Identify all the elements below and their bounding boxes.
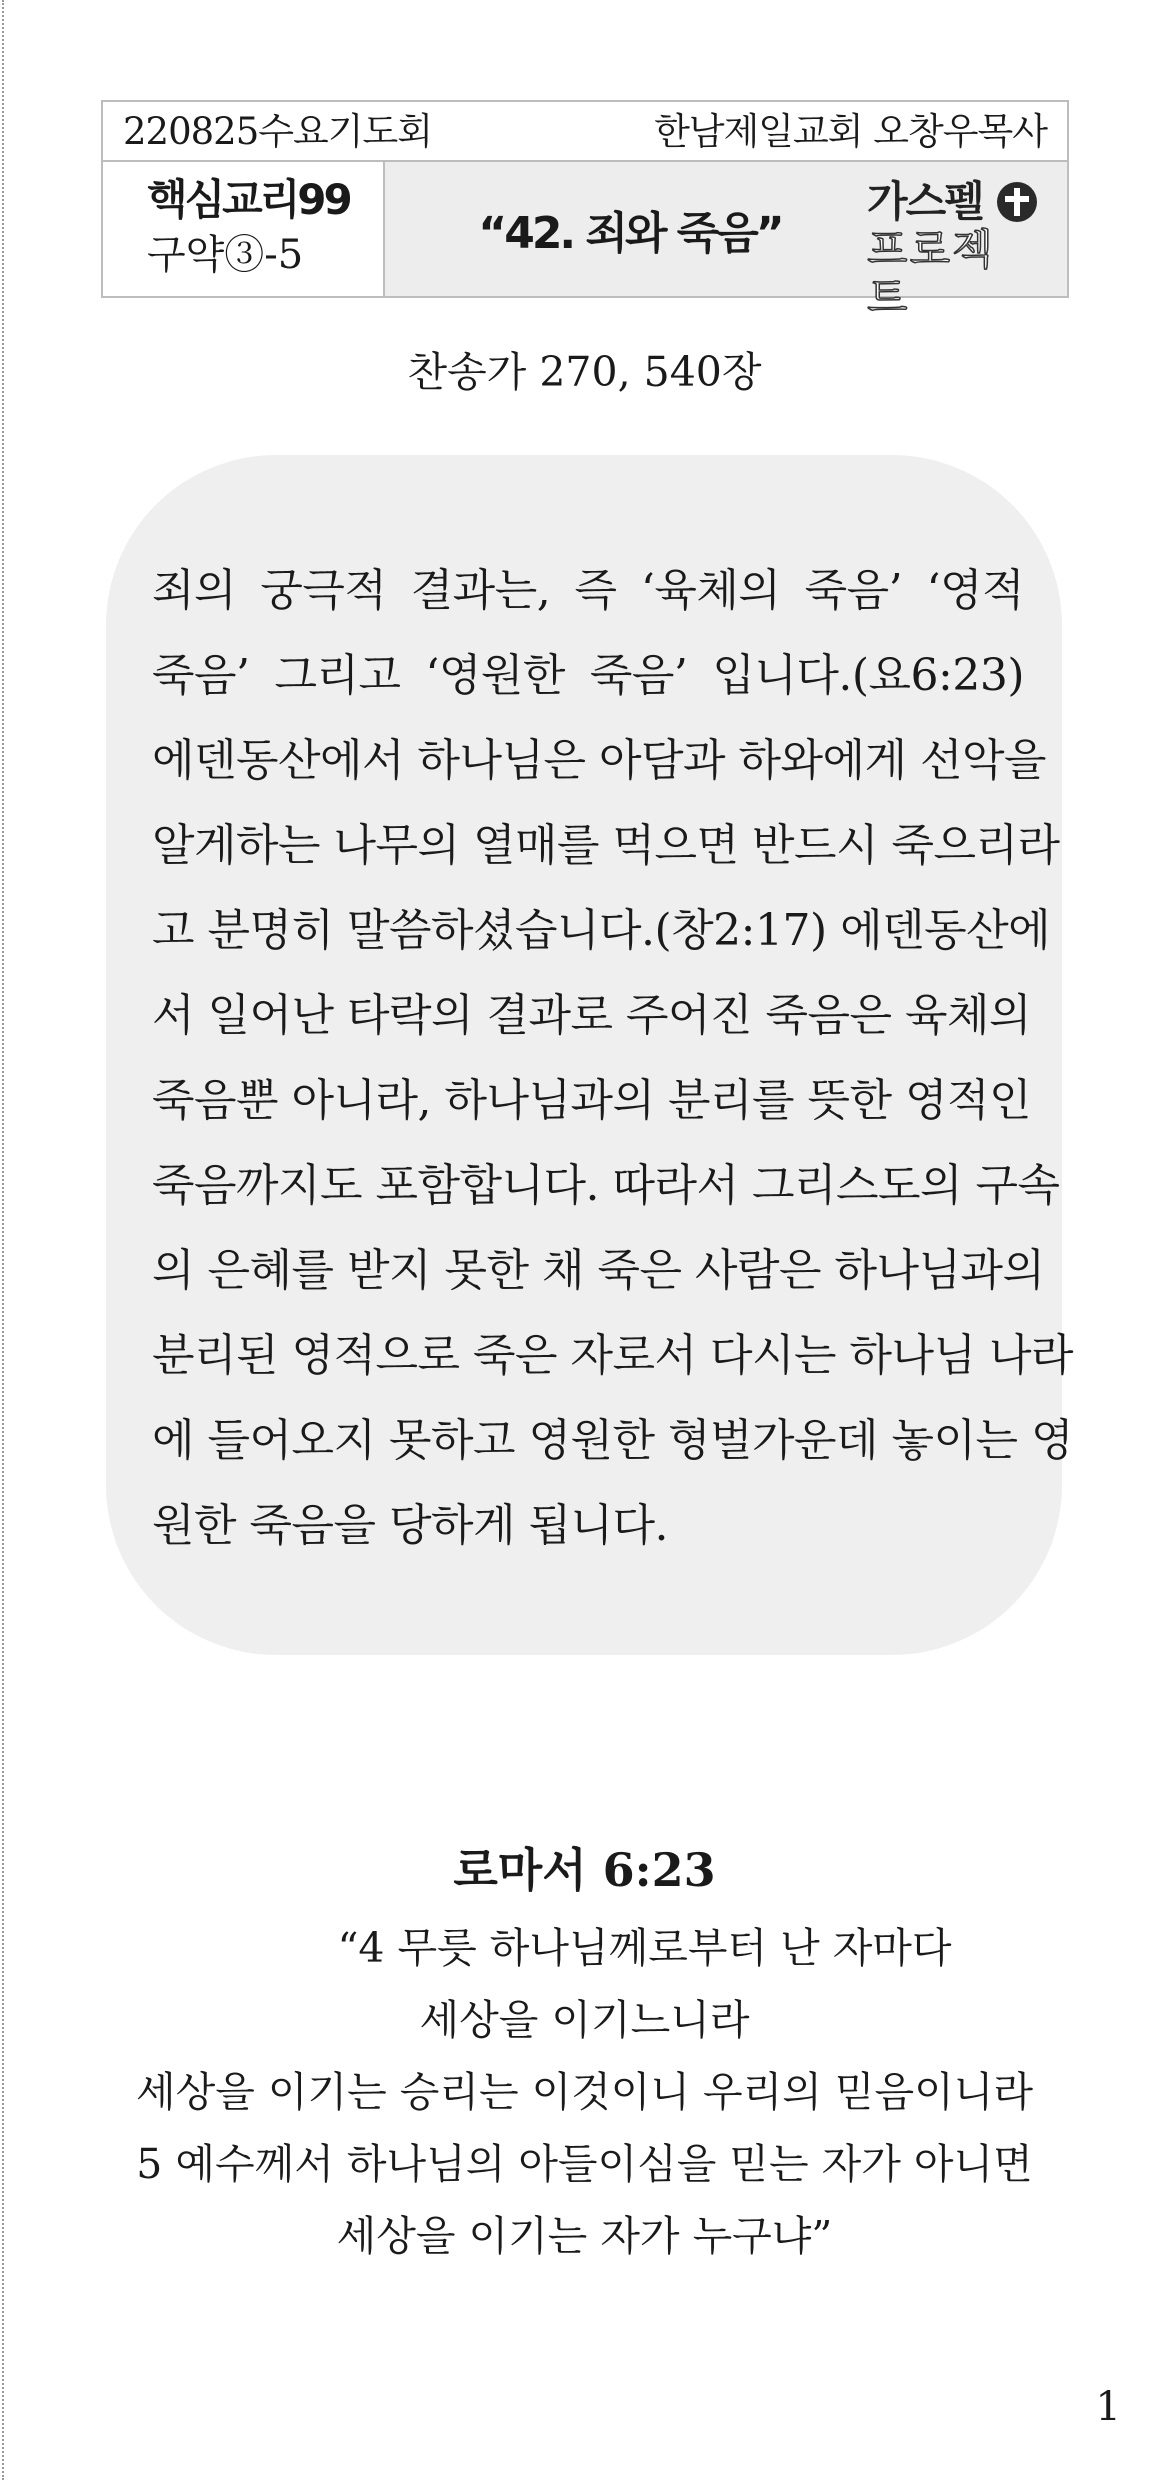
content-line: 죽음뿐 아니라, 하나님과의 분리를 뜻한 영적인 (152, 1075, 1031, 1126)
cross-icon (997, 182, 1037, 222)
content-line: 죄의 궁극적 결과는, 즉 ‘육체의 죽음’ ‘영적 (152, 565, 1024, 616)
content-line: 알게하는 나무의 열매를 먹으면 반드시 죽으리라 (152, 820, 1060, 871)
lesson-title: “42. 죄와 죽음” (478, 208, 782, 259)
content-line: 서 일어난 타락의 결과로 주어진 죽음은 육체의 (152, 990, 1031, 1041)
content-line: 의 은혜를 받지 못한 채 죽은 사람은 하나님과의 (152, 1245, 1045, 1296)
hymn-numbers: 찬송가 270, 540장 (407, 348, 762, 396)
brand-line2: 프로젝트 (867, 225, 995, 322)
gospel-project-logo (867, 177, 1037, 322)
header-top-row (103, 102, 1067, 162)
church-pastor-label: 한남제일교회 오창우목사 (654, 110, 1047, 153)
verse-line: 세상을 이기느니라 (419, 1996, 750, 2044)
verse-line: “4 무릇 하나님께로부터 난 자마다 (337, 1924, 952, 1972)
verse-reference: 로마서 6:23 (453, 1843, 716, 1897)
content-line: 죽음까지도 포함합니다. 따라서 그리스도의 구속 (152, 1160, 1060, 1211)
brand-line1: 가스펠 (867, 177, 983, 226)
lesson-box (385, 162, 1067, 322)
content-line: 에덴동산에서 하나님은 아담과 하와에게 선악을 (152, 735, 1047, 786)
verse-block (0, 1912, 1169, 2272)
content-line: 고 분명히 말씀하셨습니다.(창2:17) 에덴동산에 (152, 905, 1051, 956)
content-line: 원한 죽음을 당하게 됩니다. (152, 1500, 668, 1551)
series-title: 핵심교리99 (147, 175, 350, 224)
header-bottom-row (103, 162, 1067, 322)
page-number: 1 (1095, 2384, 1121, 2430)
verse-line: 5 예수께서 하나님의 아들이심을 믿는 자가 아니면 (136, 2140, 1033, 2188)
date-event-label: 220825수요기도회 (123, 110, 432, 153)
content-line: 죽음’ 그리고 ‘영원한 죽음’ 입니다.(요6:23) (152, 650, 1024, 701)
content-line: 에 들어오지 못하고 영원한 형벌가운데 놓이는 영 (152, 1415, 1073, 1466)
content-text (152, 548, 1073, 1568)
series-box (103, 162, 385, 296)
verse-line: 세상을 이기는 자가 누구냐” (336, 2212, 833, 2260)
verse-line: 세상을 이기는 승리는 이것이니 우리의 믿음이니라 (136, 2068, 1033, 2116)
content-line: 분리된 영적으로 죽은 자로서 다시는 하나님 나라 (152, 1330, 1073, 1381)
bulletin-header (101, 100, 1069, 322)
series-subtitle: 구약③-5 (147, 232, 304, 278)
